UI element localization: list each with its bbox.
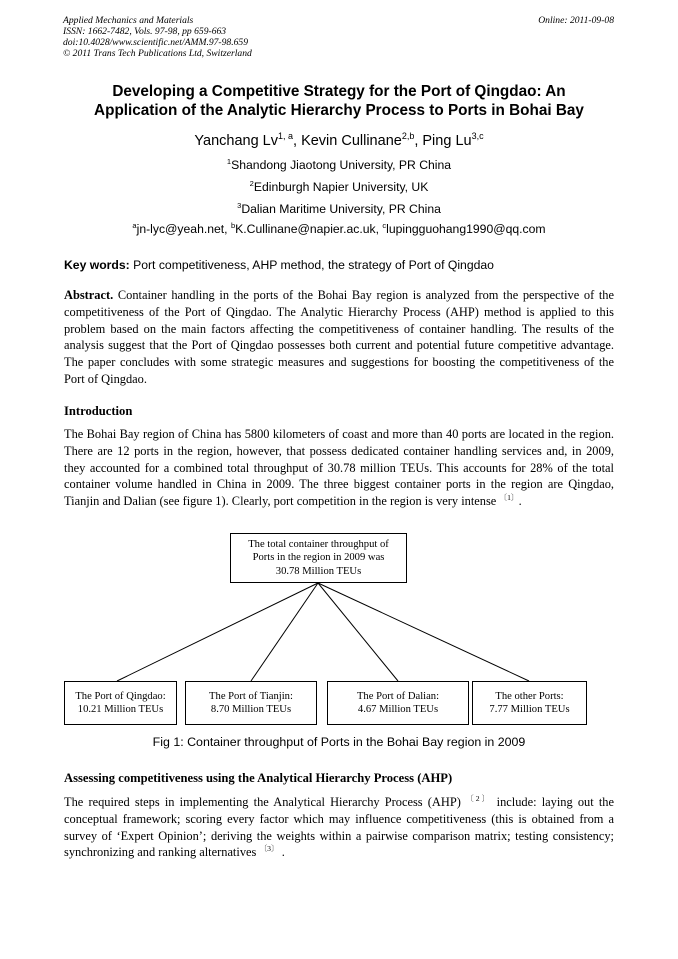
doi: doi:10.4028/www.scientific.net/AMM.97-98.659	[63, 37, 249, 48]
author-name: Kevin Cullinane	[301, 133, 402, 149]
journal-name: Applied Mechanics and Materials	[63, 15, 194, 26]
port-box-tianjin	[185, 681, 317, 725]
email-link[interactable]: jn-lyc@yeah.net,	[136, 222, 231, 236]
issn: ISSN: 1662-7482, Vols. 97-98, pp 659-663	[63, 26, 227, 37]
email-sup: b	[230, 220, 236, 230]
affiliation-text: Edinburgh Napier University, UK	[253, 180, 429, 194]
abstract-text: Container handling in the ports of the Bohai Bay region is analyzed from the perspective of the competitiveness of the Port of Qingdao. The Analytic Hierarchy Process (AHP) method is applied to this problem based on the main factors affecting the competitiveness of container handling. The results of the analysis suggest that the Port of Qingdao possesses both current and potential future competitive advantage. The paper concludes with some strategic measures and suggestions for boosting the competitiveness of the Port of Qingdao.	[64, 288, 614, 386]
email-link[interactable]: lupingguohang1990@qq.com	[386, 222, 546, 236]
box-line: The Port of Qingdao:	[75, 690, 166, 702]
port-box-qingdao	[64, 681, 177, 725]
port-box-dalian	[327, 681, 469, 725]
ahp-end: .	[281, 845, 285, 860]
author-name: Yanchang Lv	[194, 133, 278, 149]
citation: 〔1〕	[499, 493, 519, 503]
citation: 〔3〕	[259, 844, 279, 854]
author-sup: 1, a	[278, 131, 293, 142]
ahp-text-2: include: laying out the conceptual framework; scoring every factor which may influence competitiveness (this is obtained from a survey of ‘Expert Opinion’; deriving the weights within a pairwise comparison matrix; testing consistency; synchronizing and ranking alternatives	[64, 795, 615, 860]
connector-line	[117, 583, 318, 681]
port-box-other	[472, 681, 587, 725]
box-line: 7.77 Million TEUs	[489, 704, 570, 715]
box-line: Ports in the region in 2009 was	[252, 552, 385, 564]
email-sup: a	[132, 220, 137, 230]
box-line: 30.78 Million TEUs	[275, 565, 362, 577]
author-sup: 2,b	[401, 131, 415, 142]
author-list: Yanchang Lv$^{1, a}$, Kevin Cullinane$^{2,b}$, Ping Lu$^{3,c}$	[194, 131, 484, 149]
intro-end: .	[518, 494, 522, 509]
citation: 〔2〕	[466, 793, 492, 803]
abstract-label: Abstract.	[64, 288, 114, 302]
email-link[interactable]: K.Cullinane@napier.ac.uk,	[235, 222, 383, 236]
title-line-1: Developing a Competitive Strategy for the Port of Qingdao: An	[112, 83, 566, 100]
ahp-text-1: The required steps in implementing the Analytical Hierarchy Process (AHP)	[64, 795, 461, 809]
box-line: 4.67 Million TEUs	[357, 704, 439, 715]
box-line: 10.21 Million TEUs	[77, 704, 164, 715]
copyright: © 2011 Trans Tech Publications Ltd, Switzerland	[63, 48, 252, 59]
figure-caption: Fig 1: Container throughput of Ports in the Bohai Bay region in 2009	[152, 735, 526, 749]
ahp-heading: Assessing competitiveness using the Analytical Hierarchy Process (AHP)	[64, 771, 453, 785]
keywords-label: Key words:	[64, 258, 130, 272]
intro-text: The Bohai Bay region of China has 5800 kilometers of coast and more than 40 ports are located in the region. There are 12 ports in the region, however, that possess dedicated container handling services and, in 2009, they accounted for a combined total throughput of 30.78 million TEUs. This accounts for 28% of the total container volume handled in China in 2009. The three biggest container ports in the region are Qingdao, Tianjin and Dalian (see figure 1). Clearly, port competition in the region is very intense	[64, 427, 614, 509]
box-line: 8.70 Million TEUs	[210, 704, 292, 715]
affiliation-sup: 3	[237, 200, 242, 210]
affiliation-sup: 1	[226, 156, 232, 166]
affiliation-sup: 2	[249, 178, 254, 188]
connector-line	[318, 583, 529, 681]
title-line-2: Application of the Analytic Hierarchy Process to Ports in Bohai Bay	[94, 102, 584, 119]
affiliation-text: Shandong Jiaotong University, PR China	[231, 158, 452, 172]
box-line: The total container throughput of	[248, 538, 389, 550]
author-name: Ping Lu	[422, 133, 472, 149]
keywords-text: Port competitiveness, AHP method, the strategy of Port of Qingdao	[129, 258, 494, 272]
ahp-paragraph	[64, 794, 614, 861]
connector-line	[318, 583, 398, 681]
connector-line	[251, 583, 318, 681]
box-line: The other Ports:	[495, 690, 564, 702]
box-line: The Port of Tianjin:	[209, 690, 293, 702]
online-date: Online: 2011-09-08	[538, 15, 614, 26]
affiliation-text: Dalian Maritime University, PR China	[241, 202, 441, 216]
total-throughput-box	[230, 533, 407, 583]
author-sup: 3,c	[471, 131, 484, 142]
box-line: The Port of Dalian:	[356, 690, 440, 702]
email-sup: c	[382, 220, 387, 230]
intro-heading: Introduction	[64, 404, 133, 418]
